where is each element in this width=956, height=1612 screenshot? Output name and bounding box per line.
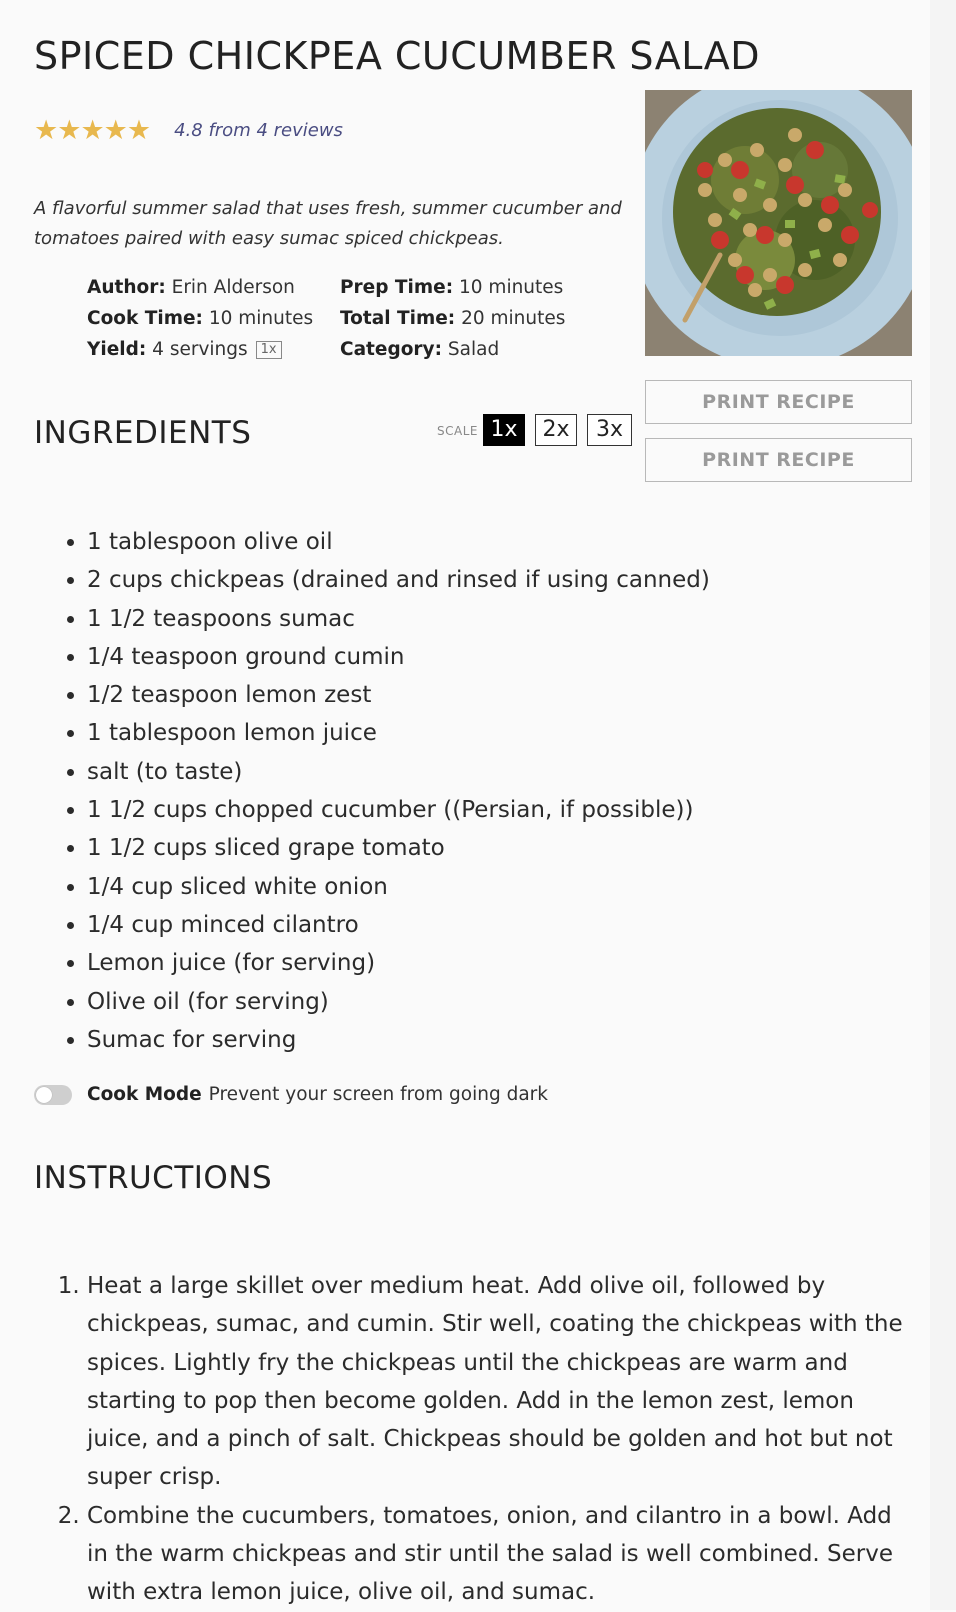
ingredient-item: • Sumac for serving [87,1021,710,1059]
total-time-label: Total Time: [340,308,456,329]
ingredient-item: • 1 1/2 teaspoons sumac [87,600,710,638]
instruction-step: 1. Heat a large skillet over medium heat. Add olive oil, followed by chickpeas, sumac, and cumin. Stir well, coating the chickpeas with the spices. Lightly fry the chickpeas until the chickpeas are warm and starting to pop then become golden. Add in the lemon zest, lemon juice, and a pinch of salt. Chickpeas should be golden and hot but not super crisp. [87,1267,917,1497]
print-recipe-button[interactable]: PRINT RECIPE [645,380,912,424]
star-icon[interactable]: ★ [126,115,152,146]
instructions-list [0,1267,917,1612]
ingredient-item: • 1/4 teaspoon ground cumin [87,638,710,676]
print-recipe-button-2[interactable]: PRINT RECIPE [645,438,912,482]
prep-time-value: 10 minutes [459,277,564,298]
star-icon[interactable]: ★ [34,115,59,146]
cook-mode-toggle[interactable] [34,1085,72,1105]
cook-mode [34,1084,548,1105]
cook-mode-label: Cook Mode [87,1084,202,1105]
ingredient-item: • 1 1/2 cups chopped cucumber ((Persian, if possible)) [87,791,710,829]
ingredient-item: • Olive oil (for serving) [87,983,710,1021]
scale-3x-button[interactable]: 3x [587,414,632,446]
ingredient-item: • 2 cups chickpeas (drained and rinsed if using canned) [87,561,710,599]
scale-2x-button[interactable]: 2x [535,414,577,446]
yield-label: Yield: [87,339,147,360]
star-icon[interactable]: ★ [80,115,105,146]
instruction-step: 2. Combine the cucumbers, tomatoes, onion, and cilantro in a bowl. Add in the warm chickpeas and stir until the salad is well combined. Serve with extra lemon juice, olive oil, and sumac. [87,1497,917,1612]
rating[interactable] [34,117,343,144]
prep-time-row [340,272,565,303]
ingredient-item: • Lemon juice (for serving) [87,944,710,982]
recipe-meta-right [340,272,565,365]
author-value: Erin Alderson [171,277,295,298]
cook-time-label: Cook Time: [87,308,203,329]
category-label: Category: [340,339,442,360]
cook-time-value: 10 minutes [208,308,314,329]
author-row [87,272,313,303]
total-time-row [340,303,565,334]
scale-label: SCALE [437,424,478,438]
recipe-summary: A flavorful summer salad that uses fresh, summer cucumber and tomatoes paired with easy sumac spiced chickpeas. [34,198,622,249]
salad-image [645,90,912,356]
scale-1x-button[interactable]: 1x [483,414,525,446]
author-label: Author: [87,277,166,298]
ingredient-item: • salt (to taste) [87,753,710,791]
ingredient-item: • 1/4 cup minced cilantro [87,906,710,944]
prep-time-label: Prep Time: [340,277,454,298]
cook-time-row [87,303,313,334]
ingredient-item: • 1/4 cup sliced white onion [87,868,710,906]
yield-row [87,334,313,365]
category-row [340,334,565,365]
rating-summary: 4.8 from 4 reviews [174,120,343,141]
cook-mode-description: Prevent your screen from going dark [208,1084,548,1105]
yield-value: 4 servings [152,339,248,360]
toggle-knob [36,1087,52,1103]
category-value: Salad [447,339,500,360]
star-icon[interactable]: ★ [57,115,82,146]
ingredient-item: • 1 tablespoon olive oil [87,523,710,561]
ingredient-item: • 1/2 teaspoon lemon zest [87,676,710,714]
recipe-meta-left [87,272,313,365]
instructions-heading: INSTRUCTIONS [34,1160,273,1196]
star-rating[interactable] [34,117,150,144]
recipe-photo [645,90,912,356]
ingredients-heading: INGREDIENTS [34,415,252,451]
ingredient-item: • 1 1/2 cups sliced grape tomato [87,829,710,867]
ingredients-list [0,523,710,1059]
recipe-title: SPICED CHICKPEA CUCUMBER SALAD [34,34,761,78]
star-icon[interactable]: ★ [103,115,128,146]
page-edge [930,0,956,1610]
total-time-value: 20 minutes [461,308,566,329]
yield-scale-badge: 1x [256,341,282,359]
ingredient-item: • 1 tablespoon lemon juice [87,714,710,752]
